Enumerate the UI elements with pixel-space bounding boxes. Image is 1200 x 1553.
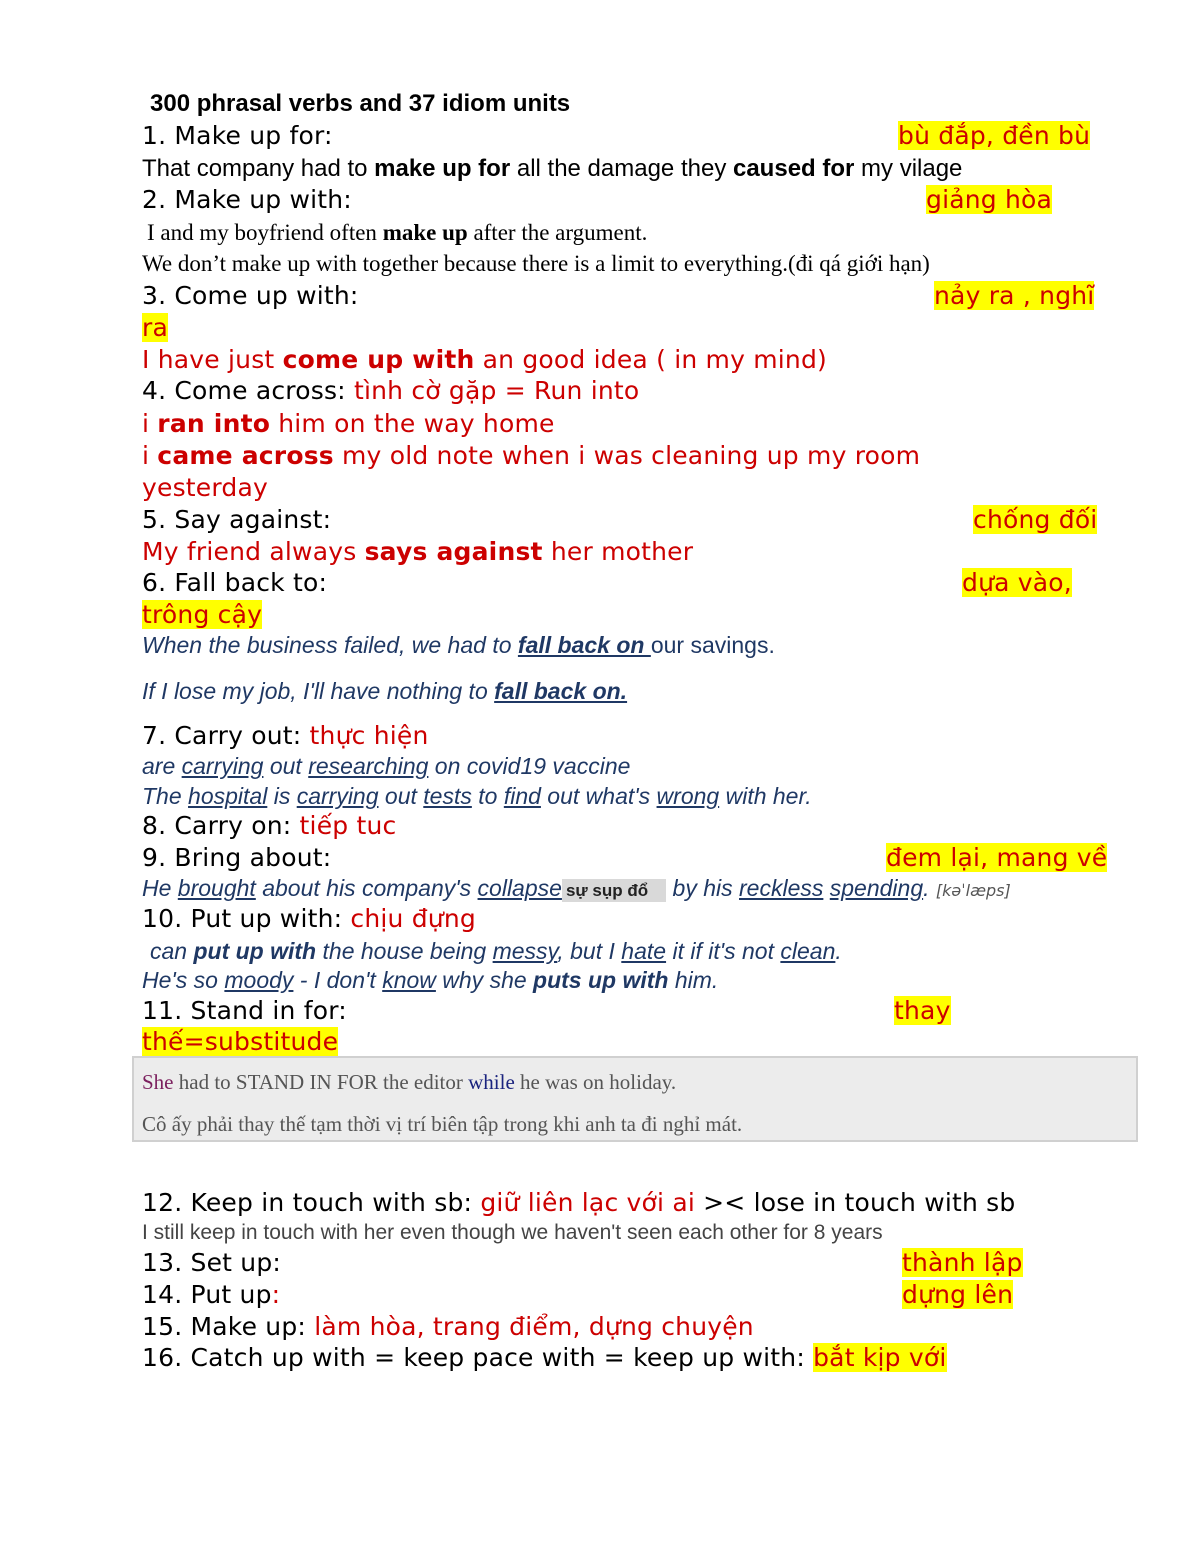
- item-4-heading: 4. Come across: tình cờ gặp = Run into: [142, 376, 640, 405]
- item-12-heading: 12. Keep in touch with sb: giữ liên lạc với ai >< lose in touch with sb: [142, 1188, 1016, 1217]
- item-5-heading: 5. Say against:: [142, 505, 332, 534]
- item-2-example-2: We don’t make up with together because there is a limit to everything.(đi qá giới hạn): [142, 251, 930, 276]
- item-6-meaning-cont: trông cậy: [142, 600, 263, 629]
- item-1-heading: 1. Make up for:: [142, 121, 333, 150]
- item-15-heading: 15. Make up: làm hòa, trang điểm, dựng chuyện: [142, 1312, 754, 1341]
- item-15-meaning: làm hòa, trang điểm, dựng chuyện: [314, 1312, 754, 1341]
- item-3-meaning-cont: ra: [142, 313, 168, 342]
- item-10-meaning: chịu đựng: [350, 904, 476, 933]
- item-16-heading: 16. Catch up with = keep pace with = keep up with: bắt kịp với: [142, 1343, 947, 1372]
- item-11-meaning-cont: thế=substitude: [142, 1027, 339, 1056]
- item-13-heading: 13. Set up:: [142, 1248, 282, 1277]
- item-5-example: My friend always says against her mother: [142, 537, 694, 566]
- item-2-heading: 2. Make up with:: [142, 185, 352, 214]
- item-10-heading: 10. Put up with: chịu đựng: [142, 904, 476, 933]
- item-3-example: I have just come up with an good idea ( in my mind): [142, 345, 827, 374]
- item-4-example-2: i came across my old note when i was cleaning up my room: [142, 441, 921, 470]
- example-box-vietnamese: Cô ấy phải thay thế tạm thời vị trí biên tập trong khi anh ta đi nghỉ mát.: [142, 1112, 743, 1136]
- item-12-meaning: giữ liên lạc với ai: [480, 1188, 695, 1217]
- item-7-meaning: thực hiện: [309, 721, 429, 750]
- item-8-heading: 8. Carry on: tiếp tuc: [142, 811, 397, 840]
- item-13-meaning: thành lập: [902, 1248, 1023, 1277]
- example-box-english: She had to STAND IN FOR the editor while he was on holiday.: [142, 1070, 677, 1094]
- item-12-example: I still keep in touch with her even though we haven't seen each other for 8 years: [142, 1221, 883, 1244]
- item-9-heading: 9. Bring about:: [142, 843, 332, 872]
- item-1-meaning: bù đắp, đền bù: [898, 121, 1091, 150]
- item-7-heading: 7. Carry out: thực hiện: [142, 721, 429, 750]
- item-3-meaning: nảy ra , nghĩ: [934, 281, 1095, 310]
- item-4-example-1: i ran into him on the way home: [142, 409, 555, 438]
- item-10-example-2: He's so moody - I don't know why she puts up with him.: [142, 967, 719, 993]
- item-16-meaning: bắt kịp với: [813, 1343, 947, 1372]
- item-6-heading: 6. Fall back to:: [142, 568, 328, 597]
- item-11-meaning: thay: [894, 996, 951, 1025]
- document-title: 300 phrasal verbs and 37 idiom units: [150, 90, 571, 117]
- item-7-example-1: are carrying out researching on covid19 vaccine: [142, 753, 631, 779]
- item-3-heading: 3. Come up with:: [142, 281, 359, 310]
- item-9-example: He brought about his company's collapse sự sụp đổ by his reckless spending. [kəˈlæps]: [142, 875, 1011, 901]
- item-6-meaning: dựa vào,: [962, 568, 1072, 597]
- item-6-example-1: When the business failed, we had to fall back on our savings.: [142, 632, 775, 658]
- example-box: [132, 1056, 1138, 1142]
- item-2-example-1: I and my boyfriend often make up after the argument.: [147, 220, 648, 245]
- item-4-meaning: tình cờ gặp = Run into: [353, 376, 640, 405]
- item-7-example-2: The hospital is carrying out tests to find out what's wrong with her.: [142, 783, 812, 809]
- item-6-example-2: If I lose my job, I'll have nothing to fall back on.: [142, 678, 628, 704]
- collapse-translation: sự sụp đổ: [562, 879, 666, 902]
- item-2-meaning: giảng hòa: [926, 185, 1053, 214]
- item-11-heading: 11. Stand in for:: [142, 996, 347, 1025]
- item-4-example-2-cont: yesterday: [142, 473, 269, 502]
- item-14-meaning: dựng lên: [902, 1280, 1014, 1309]
- item-10-example-1: can put up with the house being messy, but I hate it if it's not clean.: [150, 938, 842, 964]
- ipa-pronunciation: [kəˈlæps]: [935, 881, 1011, 900]
- item-8-meaning: tiếp tuc: [299, 811, 397, 840]
- item-9-meaning: đem lại, mang về: [886, 843, 1108, 872]
- item-14-heading: 14. Put up:: [142, 1280, 281, 1309]
- item-5-meaning: chống đối: [973, 505, 1098, 534]
- item-1-example: That company had to make up for all the damage they caused for my vilage: [142, 155, 963, 182]
